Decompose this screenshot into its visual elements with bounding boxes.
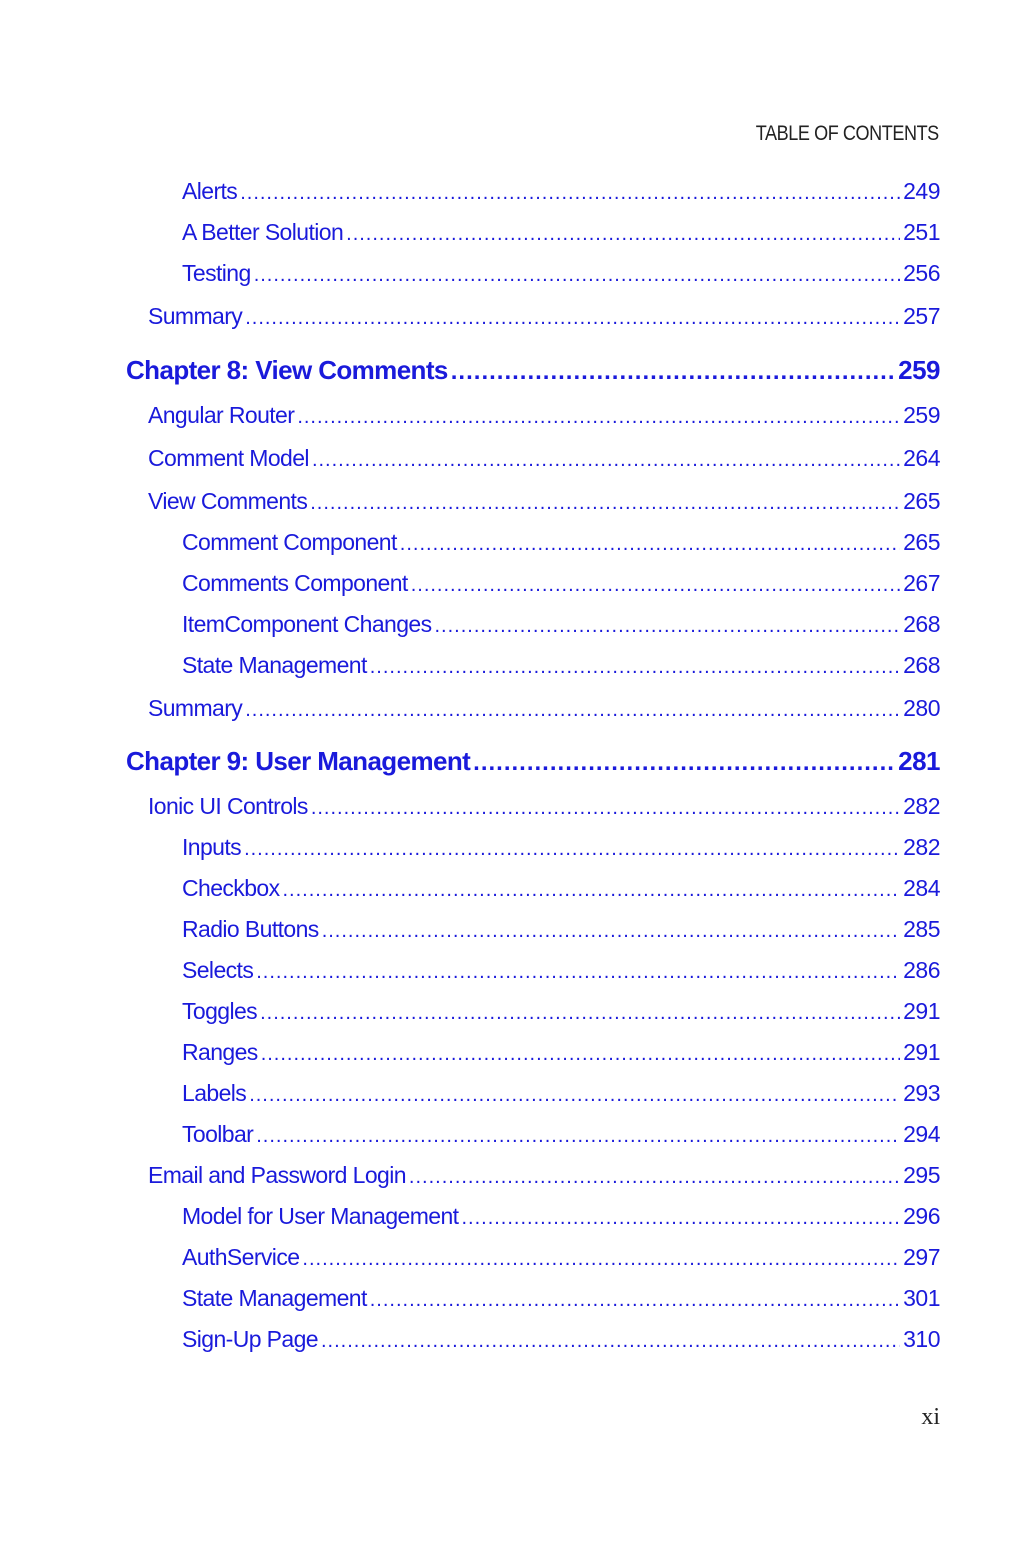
toc-entry-title: Chapter 9: User Management (126, 746, 471, 776)
toc-entry[interactable] (182, 529, 940, 556)
toc-entry-page-number: 282 (903, 793, 940, 819)
toc-entry-title: Ranges (182, 1039, 258, 1065)
toc-entry-page-number: 285 (903, 916, 940, 942)
toc-entry-title: Labels (182, 1080, 247, 1106)
toc-entry-title: State Management (182, 652, 367, 678)
dot-leader (256, 961, 900, 984)
toc-entry[interactable] (182, 652, 940, 679)
toc-entry-page-number: 296 (903, 1203, 940, 1229)
toc-entry-page-number: 249 (903, 178, 940, 204)
toc-entry-page-number: 264 (903, 445, 940, 471)
toc-entry-title: Radio Buttons (182, 916, 319, 942)
dot-leader (322, 920, 900, 943)
running-header: TABLE OF CONTENTS (755, 122, 939, 145)
dot-leader (245, 699, 900, 722)
toc-entry-page-number: 291 (903, 1039, 940, 1065)
dot-leader (261, 1043, 900, 1066)
toc-entry-page-number: 268 (903, 611, 940, 637)
toc-entry-page-number: 281 (898, 746, 940, 776)
toc-entry-title: Email and Password Login (148, 1162, 406, 1188)
toc-entry[interactable] (182, 834, 940, 861)
toc-entry-title: Selects (182, 957, 254, 983)
toc-chapter-entry[interactable] (126, 355, 940, 386)
dot-leader (346, 223, 900, 246)
toc-entry-title: A Better Solution (182, 219, 344, 245)
dot-leader (254, 264, 900, 287)
toc-entry[interactable] (182, 178, 940, 205)
toc-entry-page-number: 286 (903, 957, 940, 983)
dot-leader (302, 1248, 900, 1271)
toc-entry-title: Alerts (182, 178, 238, 204)
toc-entry-title: Testing (182, 260, 251, 286)
dot-leader (245, 307, 900, 330)
toc-entry-title: Toolbar (182, 1121, 254, 1147)
toc-entry-title: Model for User Management (182, 1203, 459, 1229)
toc-entry-page-number: 291 (903, 998, 940, 1024)
dot-leader (435, 615, 901, 638)
toc-entry[interactable] (148, 303, 940, 330)
toc-entry-page-number: 257 (903, 303, 940, 329)
toc-entry-page-number: 284 (903, 875, 940, 901)
toc-entry[interactable] (182, 260, 940, 287)
dot-leader (461, 1207, 900, 1230)
toc-entry-page-number: 251 (903, 219, 940, 245)
toc-entry-title: View Comments (148, 488, 308, 514)
dot-leader (370, 1289, 900, 1312)
dot-leader (256, 1125, 900, 1148)
toc-entry[interactable] (182, 1039, 940, 1066)
toc-entry[interactable] (182, 1121, 940, 1148)
toc-entry[interactable] (182, 570, 940, 597)
toc-entry-title: Ionic UI Controls (148, 793, 308, 819)
toc-entry[interactable] (148, 695, 940, 722)
toc-entry-page-number: 259 (898, 355, 940, 385)
dot-leader (451, 358, 895, 386)
toc-entry-page-number: 295 (903, 1162, 940, 1188)
dot-leader (370, 656, 900, 679)
toc-entry-title: Checkbox (182, 875, 280, 901)
toc-entry[interactable] (148, 488, 940, 515)
toc-entry-title: ItemComponent Changes (182, 611, 432, 637)
dot-leader (244, 838, 900, 861)
toc-entry-title: Summary (148, 695, 243, 721)
dot-leader (310, 492, 900, 515)
toc-entry-title: Comment Model (148, 445, 309, 471)
toc-entry-page-number: 268 (903, 652, 940, 678)
dot-leader (400, 533, 900, 556)
toc-entry[interactable] (182, 1203, 940, 1230)
dot-leader (409, 1166, 900, 1189)
toc-entry[interactable] (182, 957, 940, 984)
toc-entry-page-number: 301 (903, 1285, 940, 1311)
dot-leader (321, 1330, 900, 1353)
toc-entry-page-number: 280 (903, 695, 940, 721)
toc-entry[interactable] (148, 1162, 940, 1189)
toc-entry[interactable] (182, 1326, 940, 1353)
dot-leader (249, 1084, 900, 1107)
toc-entry-title: Comment Component (182, 529, 397, 555)
toc-entry[interactable] (182, 611, 940, 638)
toc-entry-title: Summary (148, 303, 243, 329)
dot-leader (312, 449, 900, 472)
toc-entry[interactable] (148, 445, 940, 472)
toc-entry[interactable] (182, 916, 940, 943)
toc-entry-page-number: 267 (903, 570, 940, 596)
toc-entry-page-number: 297 (903, 1244, 940, 1270)
page-number: xi (921, 1404, 940, 1430)
toc-entry-page-number: 265 (903, 488, 940, 514)
toc-entry-title: State Management (182, 1285, 367, 1311)
toc-entry-title: Comments Component (182, 570, 408, 596)
dot-leader (411, 574, 900, 597)
toc-entry-title: Angular Router (148, 402, 295, 428)
dot-leader (282, 879, 900, 902)
dot-leader (297, 406, 900, 429)
toc-entry-title: Inputs (182, 834, 242, 860)
dot-leader (240, 182, 900, 205)
toc-entry-page-number: 256 (903, 260, 940, 286)
dot-leader (473, 749, 895, 777)
toc-entry-page-number: 294 (903, 1121, 940, 1147)
toc-entry-page-number: 282 (903, 834, 940, 860)
toc-entry[interactable] (182, 1080, 940, 1107)
toc-entry[interactable] (148, 402, 940, 429)
dot-leader (311, 797, 900, 820)
toc-chapter-entry[interactable] (126, 746, 940, 777)
toc-entry-title: Sign-Up Page (182, 1326, 318, 1352)
toc-entry[interactable] (182, 998, 940, 1025)
toc-entry-title: Chapter 8: View Comments (126, 355, 448, 385)
toc-entry-title: AuthService (182, 1244, 300, 1270)
toc-entry[interactable] (148, 793, 940, 820)
toc-entry-page-number: 259 (903, 402, 940, 428)
toc-entry[interactable] (182, 1285, 940, 1312)
toc-entry[interactable] (182, 219, 940, 246)
toc-entry[interactable] (182, 1244, 940, 1271)
toc-entry-page-number: 310 (903, 1326, 940, 1352)
toc-entry-title: Toggles (182, 998, 258, 1024)
toc-entry[interactable] (182, 875, 940, 902)
dot-leader (260, 1002, 900, 1025)
toc-entry-page-number: 293 (903, 1080, 940, 1106)
toc-entry-page-number: 265 (903, 529, 940, 555)
